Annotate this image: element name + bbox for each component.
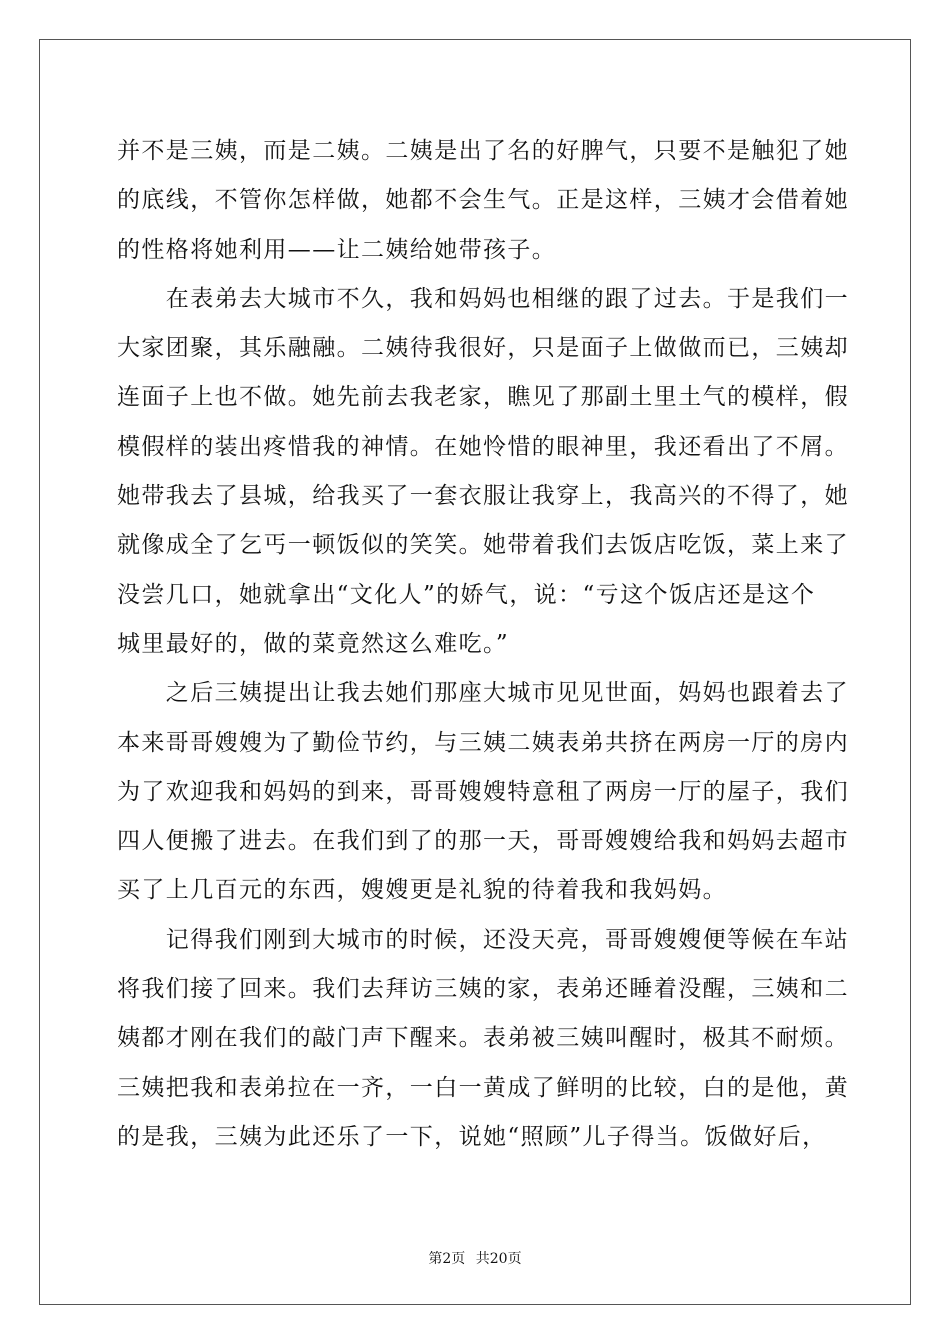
text-line: 并不是三姨，而是二姨。二姨是出了名的好脾气，只要不是触犯了她 [117,138,849,164]
text-line: 记得我们刚到大城市的时候，还没天亮，哥哥嫂嫂便等候在车站 [117,926,849,953]
text-line: 她带我去了县城，给我买了一套衣服让我穿上，我高兴的不得了，她 [117,483,849,510]
text-line: 为了欢迎我和妈妈的到来，哥哥嫂嫂特意租了两房一厅的屋子，我们 [117,778,849,805]
text-line: 在表弟去大城市不久，我和妈妈也相继的跟了过去。于是我们一 [117,285,849,312]
text-line: 城里最好的，做的菜竟然这么难吃。” [117,630,510,657]
text-line: 将我们接了回来。我们去拜访三姨的家，表弟还睡着没醒，三姨和二 [117,976,849,1003]
page-total: 共20页 [475,1251,522,1267]
text-line: 的是我，三姨为此还乐了一下，说她“照顾”儿子得当。饭做好后， [117,1123,827,1150]
text-line: 本来哥哥嫂嫂为了勤俭节约，与三姨二姨表弟共挤在两房一厅的房内 [117,729,849,756]
text-line: 的性格将她利用——让二姨给她带孩子。 [117,236,557,263]
body-text [117,127,849,1162]
text-line: 之后三姨提出让我去她们那座大城市见见世面，妈妈也跟着去了 [117,680,849,707]
text-line: 买了上几百元的东西，嫂嫂更是礼貌的待着我和我妈妈。 [117,877,727,904]
text-line: 就像成全了乞丐一顿饭似的笑笑。她带着我们去饭店吃饭，菜上来了 [117,532,849,559]
text-line: 三姨把我和表弟拉在一齐，一白一黄成了鲜明的比较，白的是他，黄 [117,1074,849,1101]
text-line: 大家团聚，其乐融融。二姨待我很好，只是面子上做做而已，三姨却 [117,335,849,362]
text-line: 姨都才刚在我们的敲门声下醒来。表弟被三姨叫醒时，极其不耐烦。 [117,1025,849,1052]
text-line: 连面子上也不做。她先前去我老家，瞧见了那副土里土气的模样，假 [117,384,849,411]
text-line: 的底线，不管你怎样做，她都不会生气。正是这样，三姨才会借着她 [117,187,849,214]
page-footer [0,1248,950,1268]
text-line: 模假样的装出疼惜我的神情。在她怜惜的眼神里，我还看出了不屑。 [117,433,849,460]
page-number: 第2页 [428,1251,466,1267]
text-line: 四人便搬了进去。在我们到了的那一天，哥哥嫂嫂给我和妈妈去超市 [117,828,849,855]
text-line: 没尝几口，她就拿出“文化人”的娇气，说：“亏这个饭店还是这个 [117,581,816,608]
